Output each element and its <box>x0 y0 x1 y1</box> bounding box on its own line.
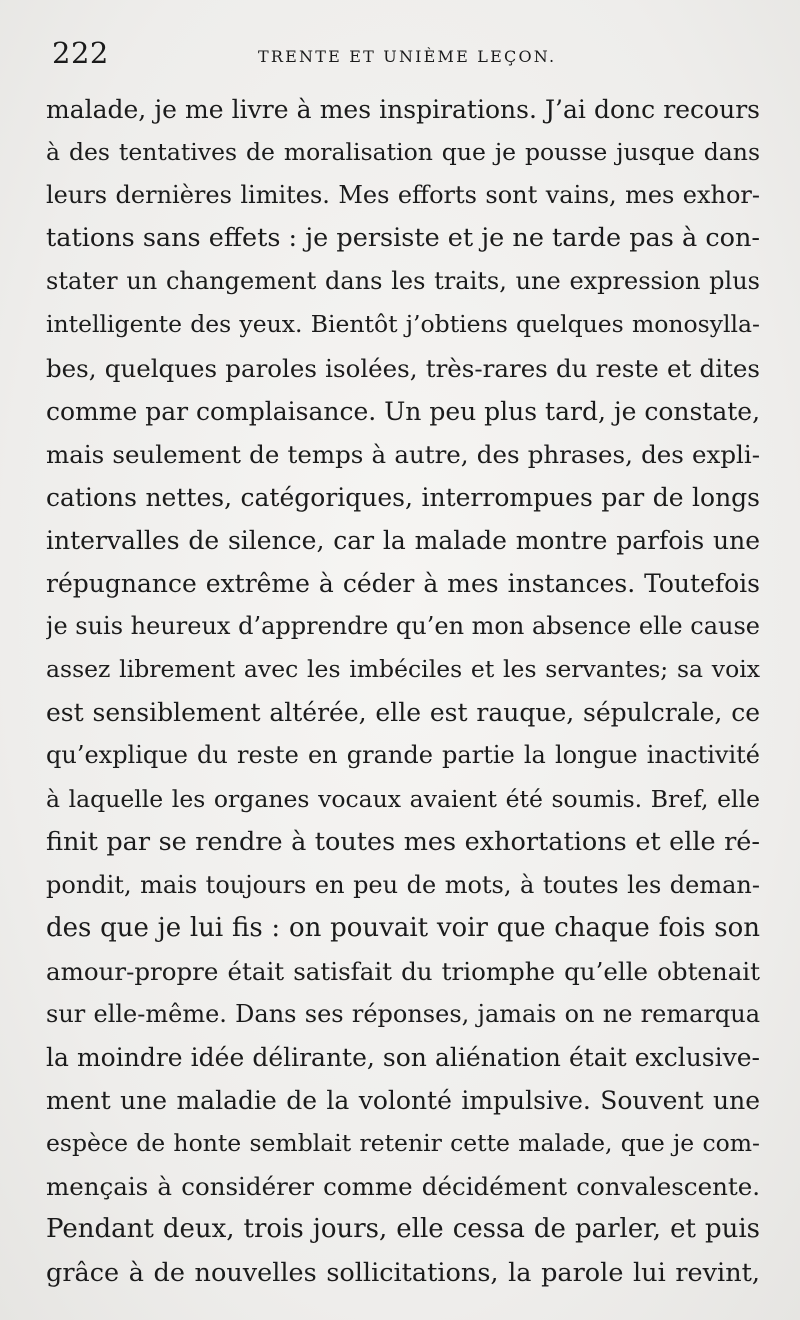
body-text <box>46 88 760 1295</box>
text-line: est sensiblement altérée, elle est rauque, sépulcrale, ce <box>46 698 760 728</box>
text-line: comme par complaisance. Un peu plus tard, je constate, <box>46 396 760 426</box>
text-line: des que je lui fis : on pouvait voir que chaque fois son <box>46 912 760 943</box>
text-line: tations sans effets : je persiste et je ne tarde pas à con- <box>46 223 760 254</box>
text-line: à des tentatives de moralisation que je pousse jusque dans <box>46 138 760 167</box>
text-line: mais seulement de temps à autre, des phrases, des expli- <box>46 439 760 469</box>
text-line: Pendant deux, trois jours, elle cessa de parler, et puis <box>46 1214 760 1245</box>
text-line: bes, quelques paroles isolées, très-rares du reste et dites <box>46 353 760 383</box>
text-line: ment une maladie de la volonté impulsive. Souvent une <box>46 1086 760 1116</box>
page-header <box>52 36 760 76</box>
text-line: cations nettes, catégoriques, interrompues par de longs <box>46 482 760 512</box>
running-head: TRENTE ET UNIÈME LEÇON. <box>258 47 557 66</box>
text-line: malade, je me livre à mes inspirations. J’ai donc recours <box>46 95 760 124</box>
text-line: leurs dernières limites. Mes efforts sont vains, mes exhor- <box>46 181 760 210</box>
text-line: sur elle-même. Dans ses réponses, jamais on ne remarqua <box>46 999 760 1028</box>
text-line: intervalles de silence, car la malade montre parfois une <box>46 525 760 555</box>
text-line: intelligente des yeux. Bientôt j’obtiens quelques monosylla- <box>46 310 760 339</box>
text-line: espèce de honte semblait retenir cette malade, que je com- <box>46 1129 760 1158</box>
page-number: 222 <box>52 36 109 70</box>
text-line: mençais à considérer comme décidément convalescente. <box>46 1172 760 1202</box>
text-line: répugnance extrême à céder à mes instances. Toutefois <box>46 569 760 599</box>
text-line: stater un changement dans les traits, une expression plus <box>46 267 760 296</box>
text-line: pondit, mais toujours en peu de mots, à toutes les deman- <box>46 870 760 899</box>
text-line: assez librement avec les imbéciles et les servantes; sa voix <box>46 655 760 684</box>
text-line: amour-propre était satisfait du triomphe qu’elle obtenait <box>46 956 760 986</box>
text-line: qu’explique du reste en grande partie la longue inactivité <box>46 741 760 770</box>
text-line: finit par se rendre à toutes mes exhortations et elle ré- <box>46 826 760 857</box>
text-line: à laquelle les organes vocaux avaient été soumis. Bref, elle <box>46 784 760 813</box>
text-line: la moindre idée délirante, son aliénation était exclusive- <box>46 1043 760 1073</box>
text-line: grâce à de nouvelles sollicitations, la parole lui revint, <box>46 1257 760 1288</box>
text-line: je suis heureux d’apprendre qu’en mon absence elle cause <box>46 612 760 641</box>
